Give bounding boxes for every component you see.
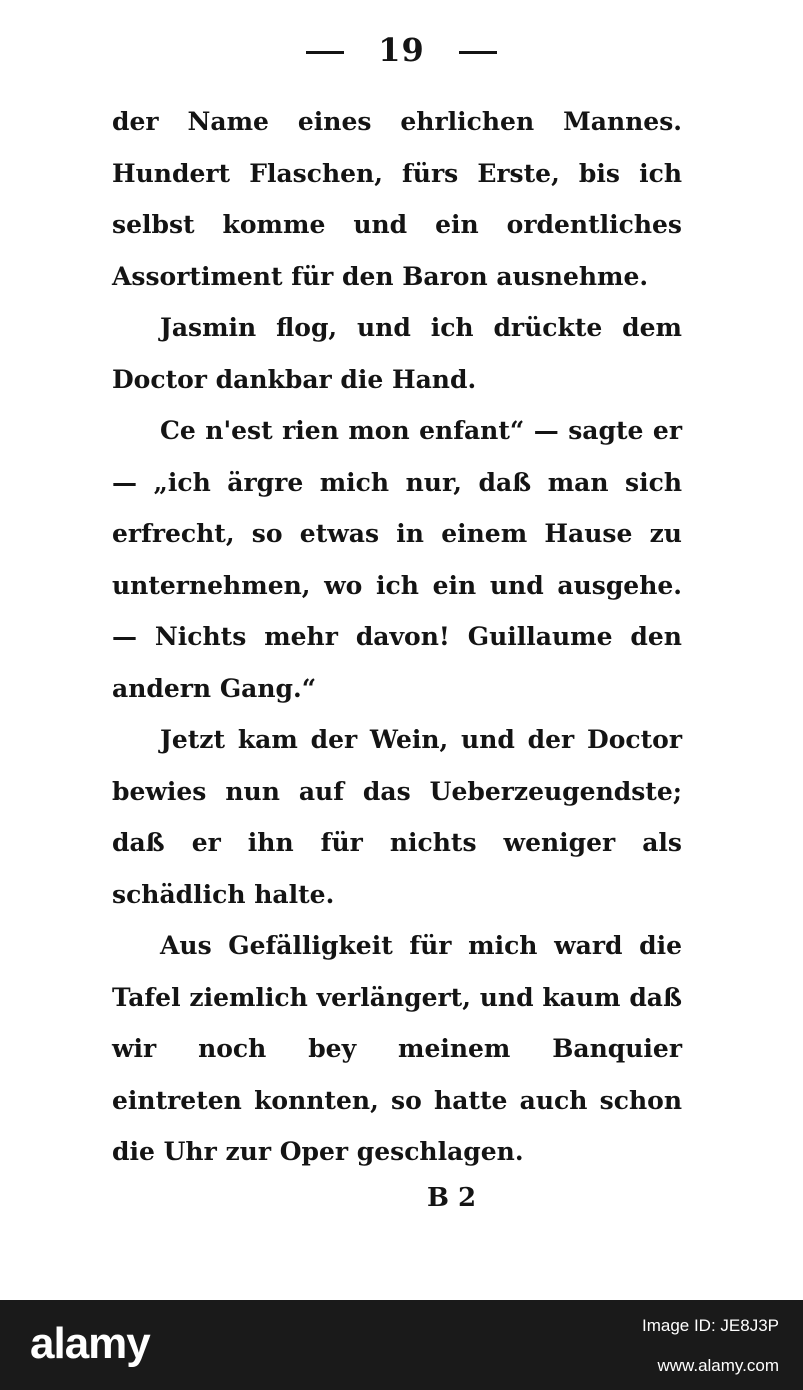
watermark-banner: [0, 1300, 803, 1390]
alamy-logo: alamy: [30, 1319, 150, 1368]
paragraph-2: Jasmin flog, und ich drückte dem Doctor dankbar die Hand.: [112, 313, 682, 394]
left-dash: [306, 51, 344, 54]
body-text: [112, 96, 682, 1178]
site-url: www.alamy.com: [657, 1356, 779, 1375]
image-id: Image ID: JE8J3P: [641, 1316, 779, 1335]
right-dash: [459, 51, 497, 54]
paragraph-4: Jetzt kam der Wein, und der Doctor bewies nun auf das Ueberzeugendste; daß er ihn für nichts weniger als schädlich halte.: [112, 725, 682, 909]
paragraph-5: Aus Gefälligkeit für mich ward die Tafel ziemlich verlängert, und kaum daß wir noch bey meinem Banquier eintreten konnten, so hatte auch schon die Uhr zur Oper geschlagen.: [112, 931, 682, 1166]
page-header: [0, 28, 803, 72]
paragraph-3: Ce n'est rien mon enfant“ — sagte er — „ich ärgre mich nur, daß man sich erfrecht, so etwas in einem Hause zu unternehmen, wo ich ein und ausgehe. — Nichts mehr davon! Guillaume den andern Gang.“: [112, 416, 682, 703]
page-number: 19: [378, 31, 425, 69]
signature-mark: B 2: [426, 1183, 477, 1213]
paragraph-1: der Name eines ehrlichen Mannes. Hundert Flaschen, fürs Erste, bis ich selbst komme und ein ordentliches Assortiment für den Baron ausnehme.: [112, 107, 682, 291]
